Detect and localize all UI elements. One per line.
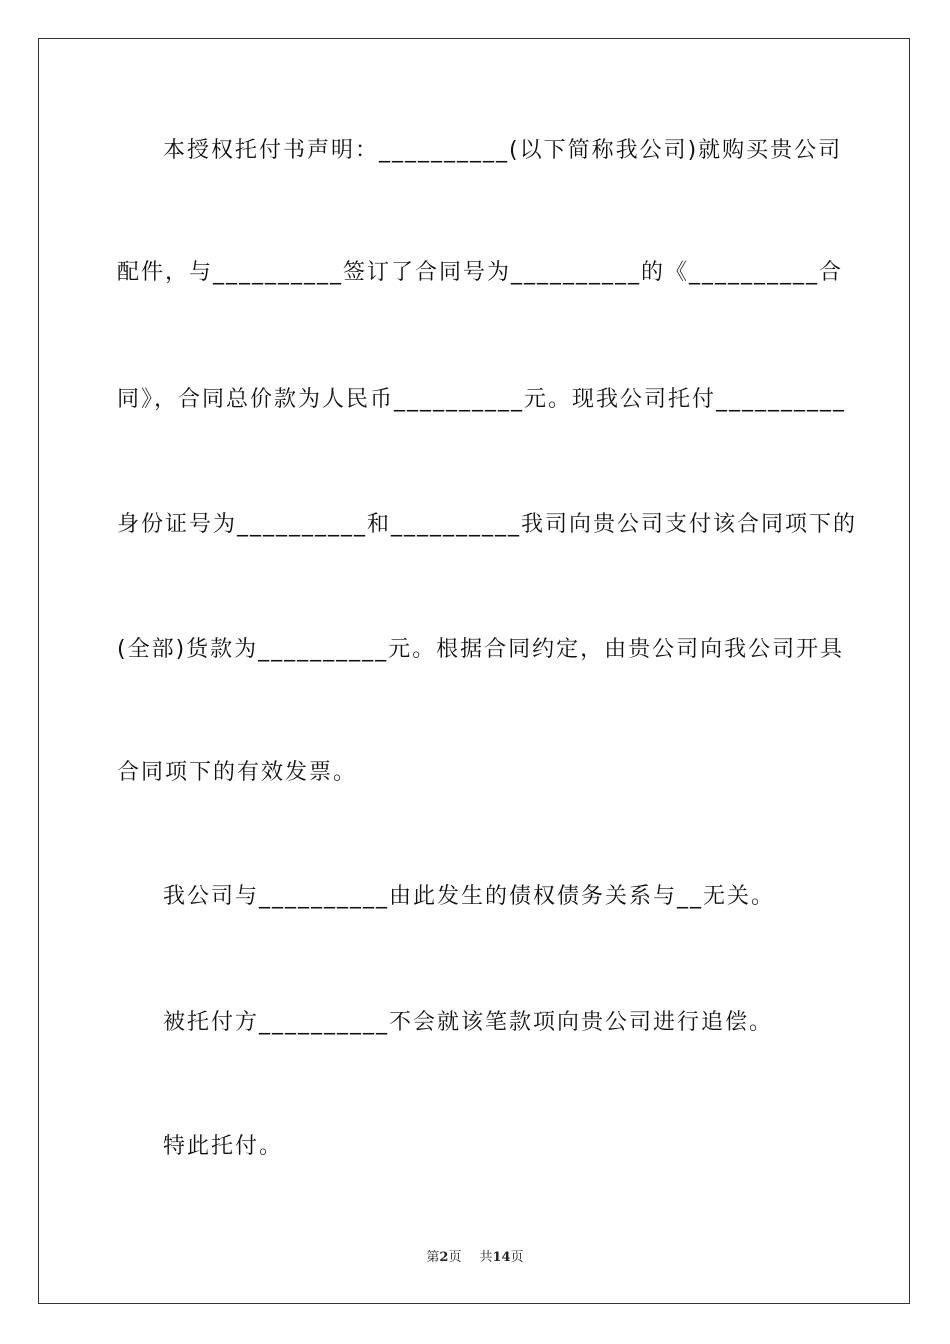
page-number: 2 (439, 1250, 449, 1265)
paragraph-line: 合同项下的有效发票。 (117, 760, 358, 785)
paragraph-line: 身份证号为__________和__________我司向贵公司支付该合同项下的 (117, 512, 858, 537)
paragraph-line: 特此托付。 (163, 1134, 284, 1159)
page-prefix: 第 (426, 1250, 440, 1265)
paragraph-line: 同》，合同总价款为人民币__________元。现我公司托付__________ (117, 387, 847, 412)
page-suffix: 页 (448, 1250, 462, 1265)
paragraph-line: 被托付方__________不会就该笔款项向贵公司进行追偿。 (163, 1010, 774, 1035)
paragraph-line: (全部)货款为__________元。根据合同约定，由贵公司向我公司开具 (117, 637, 845, 662)
total-prefix: 共 (479, 1250, 493, 1265)
page-border (38, 38, 910, 1304)
paragraph-line: 配件，与__________签订了合同号为__________的《__________合 (117, 260, 844, 285)
paragraph-line: 本授权托付书声明：__________(以下简称我公司)就购买贵公司 (163, 138, 843, 163)
total-suffix: 页 (510, 1250, 524, 1265)
paragraph-line: 我公司与__________由此发生的债权债务关系与__无关。 (163, 884, 776, 909)
total-pages: 14 (492, 1250, 511, 1265)
page-footer (0, 1246, 950, 1265)
